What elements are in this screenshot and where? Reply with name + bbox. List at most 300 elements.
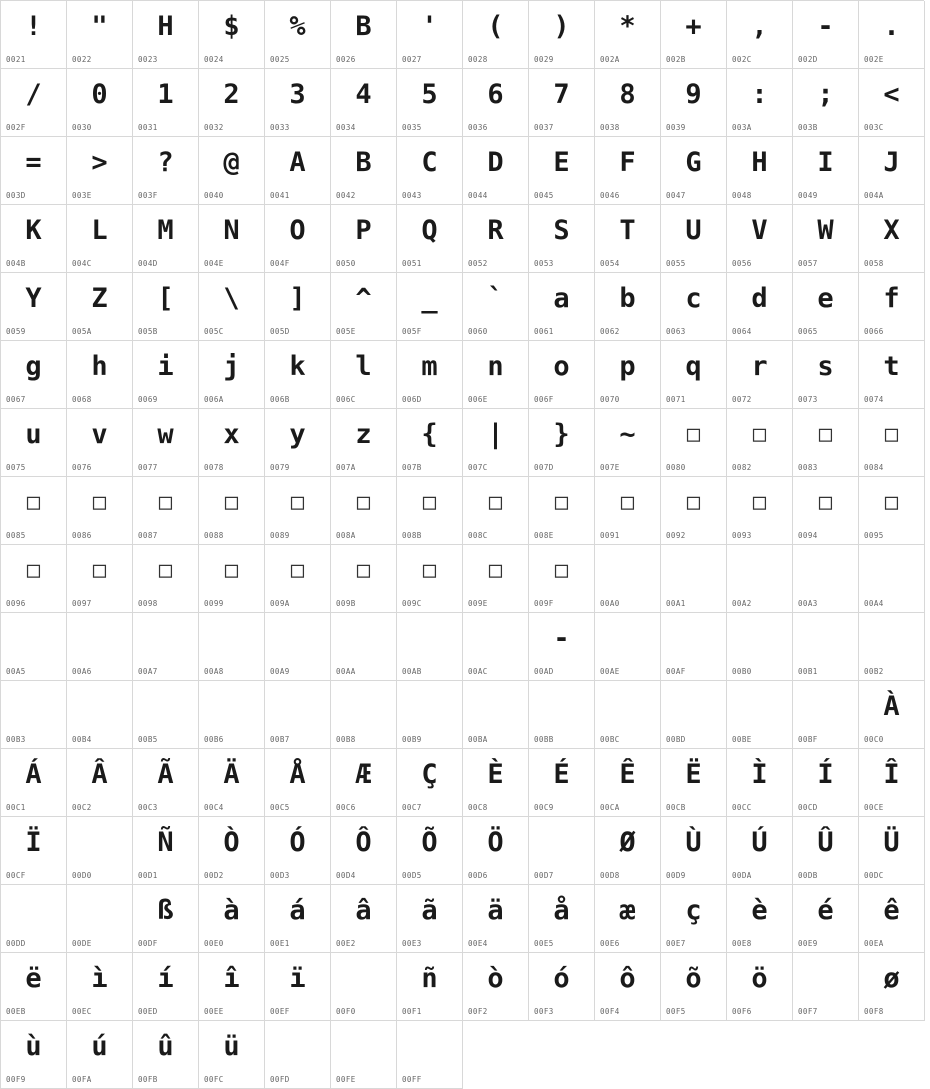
char-cell[interactable] [397, 817, 463, 885]
char-cell[interactable] [199, 1021, 265, 1089]
char-cell[interactable] [199, 817, 265, 885]
char-glyph: c [685, 283, 702, 314]
char-codepoint: 0045 [534, 191, 554, 200]
char-codepoint: 00E6 [600, 939, 620, 948]
char-cell[interactable] [727, 409, 793, 477]
char-cell[interactable] [265, 545, 331, 613]
char-cell[interactable] [265, 409, 331, 477]
char-cell[interactable] [1, 681, 67, 749]
char-codepoint: 00A2 [732, 599, 752, 608]
char-cell[interactable] [661, 749, 727, 817]
char-cell[interactable] [793, 885, 859, 953]
char-cell[interactable] [595, 749, 661, 817]
char-cell[interactable] [331, 341, 397, 409]
char-cell[interactable] [331, 817, 397, 885]
char-cell[interactable] [661, 137, 727, 205]
char-cell[interactable] [595, 341, 661, 409]
char-cell[interactable] [199, 681, 265, 749]
char-glyph: □ [290, 490, 305, 515]
char-cell[interactable] [859, 817, 925, 885]
char-cell[interactable] [1, 477, 67, 545]
char-cell[interactable] [199, 545, 265, 613]
char-cell[interactable] [1, 137, 67, 205]
char-cell[interactable] [529, 1, 595, 69]
char-glyph: □ [26, 490, 41, 515]
char-cell[interactable] [331, 205, 397, 273]
char-cell[interactable] [661, 953, 727, 1021]
char-glyph: В [355, 11, 372, 42]
char-cell[interactable] [397, 1, 463, 69]
char-codepoint: 00C0 [864, 735, 884, 744]
char-cell[interactable] [595, 545, 661, 613]
char-cell[interactable] [793, 817, 859, 885]
char-codepoint: 0077 [138, 463, 158, 472]
char-glyph: ^ [355, 283, 372, 314]
char-cell[interactable] [67, 613, 133, 681]
char-cell[interactable] [133, 205, 199, 273]
char-codepoint: 0053 [534, 259, 554, 268]
char-glyph: □ [884, 490, 899, 515]
char-glyph: Ò [223, 827, 240, 858]
char-cell[interactable] [661, 545, 727, 613]
char-cell[interactable] [463, 273, 529, 341]
char-cell[interactable] [199, 953, 265, 1021]
char-cell[interactable] [331, 681, 397, 749]
char-codepoint: 00AD [534, 667, 554, 676]
char-cell[interactable] [661, 1, 727, 69]
char-cell[interactable] [133, 477, 199, 545]
char-codepoint: 006B [270, 395, 290, 404]
char-cell[interactable] [793, 477, 859, 545]
char-cell[interactable] [463, 477, 529, 545]
char-cell[interactable] [727, 681, 793, 749]
char-cell[interactable] [793, 1, 859, 69]
char-cell[interactable] [133, 885, 199, 953]
char-cell[interactable] [67, 137, 133, 205]
char-cell[interactable] [595, 681, 661, 749]
char-glyph: □ [752, 422, 767, 447]
char-codepoint: 00E9 [798, 939, 818, 948]
char-cell[interactable] [529, 613, 595, 681]
char-glyph: î [223, 963, 240, 994]
char-cell[interactable] [265, 1021, 331, 1089]
char-cell[interactable] [397, 273, 463, 341]
char-cell[interactable] [265, 885, 331, 953]
char-codepoint: 0068 [72, 395, 92, 404]
char-cell[interactable] [529, 817, 595, 885]
char-cell[interactable] [1, 69, 67, 137]
char-cell[interactable] [1, 205, 67, 273]
char-cell[interactable] [265, 749, 331, 817]
char-cell[interactable] [1, 885, 67, 953]
char-cell[interactable] [265, 69, 331, 137]
char-cell[interactable] [67, 409, 133, 477]
char-glyph: w [157, 419, 174, 450]
char-glyph: æ [619, 895, 636, 926]
char-cell[interactable] [859, 273, 925, 341]
char-cell[interactable] [595, 477, 661, 545]
char-glyph: e [817, 283, 834, 314]
char-cell[interactable] [727, 885, 793, 953]
char-cell[interactable] [67, 477, 133, 545]
char-codepoint: 0098 [138, 599, 158, 608]
char-cell[interactable] [661, 69, 727, 137]
char-cell[interactable] [859, 1, 925, 69]
char-codepoint: 0079 [270, 463, 290, 472]
char-cell[interactable] [397, 477, 463, 545]
char-cell[interactable] [265, 477, 331, 545]
char-cell[interactable] [133, 341, 199, 409]
char-cell[interactable] [331, 137, 397, 205]
char-cell[interactable] [133, 681, 199, 749]
char-cell[interactable] [661, 681, 727, 749]
char-cell[interactable] [529, 477, 595, 545]
char-codepoint: 00A3 [798, 599, 818, 608]
char-codepoint: 00E7 [666, 939, 686, 948]
char-cell[interactable] [199, 69, 265, 137]
char-cell[interactable] [397, 137, 463, 205]
char-glyph: x [223, 419, 240, 450]
char-cell[interactable] [793, 69, 859, 137]
char-cell[interactable] [331, 477, 397, 545]
char-cell[interactable] [1, 953, 67, 1021]
char-codepoint: 00DD [6, 939, 26, 948]
char-cell[interactable] [727, 273, 793, 341]
char-cell[interactable] [67, 1021, 133, 1089]
char-glyph: = [25, 147, 42, 178]
char-cell[interactable] [595, 273, 661, 341]
char-cell[interactable] [133, 273, 199, 341]
char-cell[interactable] [727, 477, 793, 545]
char-cell[interactable] [463, 205, 529, 273]
char-cell[interactable] [529, 885, 595, 953]
char-cell[interactable] [1, 1021, 67, 1089]
char-glyph: f [883, 283, 900, 314]
char-cell[interactable] [331, 1021, 397, 1089]
char-cell[interactable] [1, 409, 67, 477]
char-cell[interactable] [397, 409, 463, 477]
char-cell[interactable] [331, 749, 397, 817]
char-cell[interactable] [529, 341, 595, 409]
char-cell[interactable] [595, 885, 661, 953]
char-glyph: ! [25, 11, 42, 42]
char-cell[interactable] [133, 545, 199, 613]
char-cell[interactable] [529, 137, 595, 205]
char-cell[interactable] [859, 885, 925, 953]
char-cell[interactable] [199, 273, 265, 341]
char-cell[interactable] [397, 205, 463, 273]
char-cell[interactable] [793, 681, 859, 749]
char-cell[interactable] [463, 817, 529, 885]
char-cell[interactable] [133, 817, 199, 885]
char-glyph: û [157, 1031, 174, 1062]
char-cell[interactable] [529, 69, 595, 137]
char-cell[interactable] [463, 681, 529, 749]
char-codepoint: 006D [402, 395, 422, 404]
char-cell[interactable] [661, 205, 727, 273]
char-cell[interactable] [529, 953, 595, 1021]
char-cell[interactable] [133, 409, 199, 477]
char-cell[interactable] [1, 817, 67, 885]
char-cell[interactable] [463, 749, 529, 817]
char-cell[interactable] [67, 1, 133, 69]
char-glyph: | [487, 419, 504, 450]
char-glyph: s [817, 351, 834, 382]
char-glyph: r [751, 351, 768, 382]
char-codepoint: 004A [864, 191, 884, 200]
char-cell[interactable] [595, 409, 661, 477]
char-cell[interactable] [67, 749, 133, 817]
char-cell[interactable] [397, 1021, 463, 1089]
char-cell[interactable] [595, 137, 661, 205]
char-cell[interactable] [859, 409, 925, 477]
char-cell[interactable] [793, 953, 859, 1021]
char-cell[interactable] [859, 749, 925, 817]
char-cell[interactable] [133, 1021, 199, 1089]
char-glyph: V [751, 215, 768, 246]
char-cell[interactable] [859, 681, 925, 749]
char-cell[interactable] [727, 205, 793, 273]
char-cell[interactable] [859, 953, 925, 1021]
char-cell[interactable] [133, 953, 199, 1021]
char-cell[interactable] [67, 273, 133, 341]
char-cell[interactable] [397, 613, 463, 681]
char-cell[interactable] [529, 545, 595, 613]
char-codepoint: 0024 [204, 55, 224, 64]
char-codepoint: 0054 [600, 259, 620, 268]
char-glyph: O [289, 215, 306, 246]
char-cell[interactable] [793, 749, 859, 817]
char-cell[interactable] [859, 613, 925, 681]
char-cell[interactable] [595, 1, 661, 69]
char-cell[interactable] [661, 817, 727, 885]
char-cell[interactable] [859, 137, 925, 205]
char-codepoint: 004B [6, 259, 26, 268]
char-glyph: Ñ [157, 827, 174, 858]
char-glyph [331, 685, 396, 729]
char-cell[interactable] [793, 341, 859, 409]
char-cell[interactable] [529, 205, 595, 273]
char-cell[interactable] [331, 953, 397, 1021]
char-cell[interactable] [199, 749, 265, 817]
char-cell[interactable] [397, 953, 463, 1021]
char-cell[interactable] [595, 953, 661, 1021]
char-cell[interactable] [595, 817, 661, 885]
char-cell[interactable] [133, 137, 199, 205]
char-glyph: ? [157, 147, 174, 178]
char-glyph: Æ [355, 759, 372, 790]
char-cell[interactable] [727, 137, 793, 205]
char-cell[interactable] [133, 1, 199, 69]
char-codepoint: 0029 [534, 55, 554, 64]
char-glyph: À [883, 691, 900, 722]
char-glyph [199, 617, 264, 661]
char-cell[interactable] [859, 341, 925, 409]
char-cell[interactable] [67, 205, 133, 273]
char-codepoint: 00DF [138, 939, 158, 948]
char-cell[interactable] [463, 953, 529, 1021]
char-cell[interactable] [331, 1, 397, 69]
char-cell[interactable] [661, 273, 727, 341]
char-cell[interactable] [661, 613, 727, 681]
char-cell[interactable] [463, 341, 529, 409]
char-cell[interactable] [397, 69, 463, 137]
char-cell[interactable] [265, 817, 331, 885]
char-glyph: □ [356, 558, 371, 583]
char-cell[interactable] [67, 545, 133, 613]
char-cell[interactable] [727, 749, 793, 817]
char-cell[interactable] [67, 885, 133, 953]
char-cell[interactable] [199, 1, 265, 69]
char-cell[interactable] [67, 341, 133, 409]
char-cell[interactable] [727, 69, 793, 137]
char-cell[interactable] [133, 749, 199, 817]
char-cell[interactable] [1, 273, 67, 341]
char-cell[interactable] [199, 613, 265, 681]
char-cell[interactable] [397, 749, 463, 817]
char-codepoint: 0025 [270, 55, 290, 64]
char-codepoint: 00E5 [534, 939, 554, 948]
char-glyph: G [685, 147, 702, 178]
char-cell[interactable] [463, 69, 529, 137]
char-cell[interactable] [199, 409, 265, 477]
char-cell[interactable] [265, 273, 331, 341]
char-cell[interactable] [199, 341, 265, 409]
char-cell[interactable] [595, 69, 661, 137]
char-cell[interactable] [1, 341, 67, 409]
char-cell[interactable] [529, 409, 595, 477]
char-cell[interactable] [727, 953, 793, 1021]
char-cell[interactable] [661, 409, 727, 477]
char-cell[interactable] [727, 545, 793, 613]
char-cell[interactable] [397, 885, 463, 953]
char-cell[interactable] [859, 69, 925, 137]
char-cell[interactable] [661, 477, 727, 545]
char-cell[interactable] [265, 613, 331, 681]
char-cell[interactable] [67, 69, 133, 137]
char-codepoint: 00F6 [732, 1007, 752, 1016]
char-cell[interactable] [859, 545, 925, 613]
char-glyph: F [619, 147, 636, 178]
char-cell[interactable] [793, 273, 859, 341]
char-cell[interactable] [331, 69, 397, 137]
char-glyph [67, 821, 132, 865]
char-glyph: Ë [685, 759, 702, 790]
char-codepoint: 0038 [600, 123, 620, 132]
char-cell[interactable] [661, 341, 727, 409]
char-glyph: Ú [751, 827, 768, 858]
char-glyph: Í [817, 759, 834, 790]
char-cell[interactable] [67, 953, 133, 1021]
char-cell[interactable] [727, 341, 793, 409]
char-cell[interactable] [331, 613, 397, 681]
char-cell[interactable] [727, 817, 793, 885]
char-codepoint: 003B [798, 123, 818, 132]
char-cell[interactable] [331, 545, 397, 613]
char-cell[interactable] [67, 817, 133, 885]
char-codepoint: 00B7 [270, 735, 290, 744]
char-codepoint: 009E [468, 599, 488, 608]
char-cell[interactable] [265, 681, 331, 749]
char-cell[interactable] [661, 885, 727, 953]
char-codepoint: 00CD [798, 803, 818, 812]
char-codepoint: 00A9 [270, 667, 290, 676]
char-cell[interactable] [265, 341, 331, 409]
char-cell[interactable] [859, 205, 925, 273]
char-cell[interactable] [595, 613, 661, 681]
char-cell[interactable] [199, 477, 265, 545]
char-cell[interactable] [793, 137, 859, 205]
char-cell[interactable] [67, 681, 133, 749]
char-cell[interactable] [793, 545, 859, 613]
char-cell[interactable] [793, 205, 859, 273]
char-cell[interactable] [331, 273, 397, 341]
char-codepoint: 00FC [204, 1075, 224, 1084]
char-cell[interactable] [397, 681, 463, 749]
char-glyph: < [883, 79, 900, 110]
char-cell[interactable] [463, 613, 529, 681]
char-glyph [265, 617, 330, 661]
char-cell[interactable] [529, 749, 595, 817]
char-cell[interactable] [463, 545, 529, 613]
char-cell[interactable] [331, 409, 397, 477]
char-cell[interactable] [265, 1, 331, 69]
char-cell[interactable] [265, 205, 331, 273]
char-glyph: R [487, 215, 504, 246]
char-codepoint: 00C5 [270, 803, 290, 812]
char-cell[interactable] [595, 205, 661, 273]
char-cell[interactable] [529, 273, 595, 341]
char-cell[interactable] [265, 953, 331, 1021]
char-cell[interactable] [529, 681, 595, 749]
char-codepoint: 0048 [732, 191, 752, 200]
char-cell[interactable] [463, 1, 529, 69]
char-cell[interactable] [1, 1, 67, 69]
char-cell[interactable] [463, 409, 529, 477]
char-codepoint: 00BE [732, 735, 752, 744]
char-cell[interactable] [265, 137, 331, 205]
char-codepoint: 00B0 [732, 667, 752, 676]
char-cell[interactable] [1, 545, 67, 613]
char-cell[interactable] [1, 613, 67, 681]
char-codepoint: 00D7 [534, 871, 554, 880]
char-glyph: ê [883, 895, 900, 926]
char-cell[interactable] [463, 137, 529, 205]
char-codepoint: 0069 [138, 395, 158, 404]
char-codepoint: 003D [6, 191, 26, 200]
char-cell[interactable] [331, 885, 397, 953]
char-cell[interactable] [199, 205, 265, 273]
char-cell[interactable] [793, 409, 859, 477]
char-cell[interactable] [133, 613, 199, 681]
char-cell[interactable] [727, 1, 793, 69]
char-glyph: □ [356, 490, 371, 515]
char-glyph: Y [25, 283, 42, 314]
char-cell[interactable] [199, 137, 265, 205]
char-codepoint: 00A0 [600, 599, 620, 608]
char-cell[interactable] [463, 885, 529, 953]
char-cell[interactable] [793, 613, 859, 681]
char-cell[interactable] [133, 69, 199, 137]
char-cell[interactable] [397, 341, 463, 409]
char-codepoint: 00B3 [6, 735, 26, 744]
char-cell[interactable] [199, 885, 265, 953]
char-glyph: Ô [355, 827, 372, 858]
char-cell[interactable] [397, 545, 463, 613]
char-cell[interactable] [859, 477, 925, 545]
char-cell[interactable] [1, 749, 67, 817]
char-cell[interactable] [727, 613, 793, 681]
